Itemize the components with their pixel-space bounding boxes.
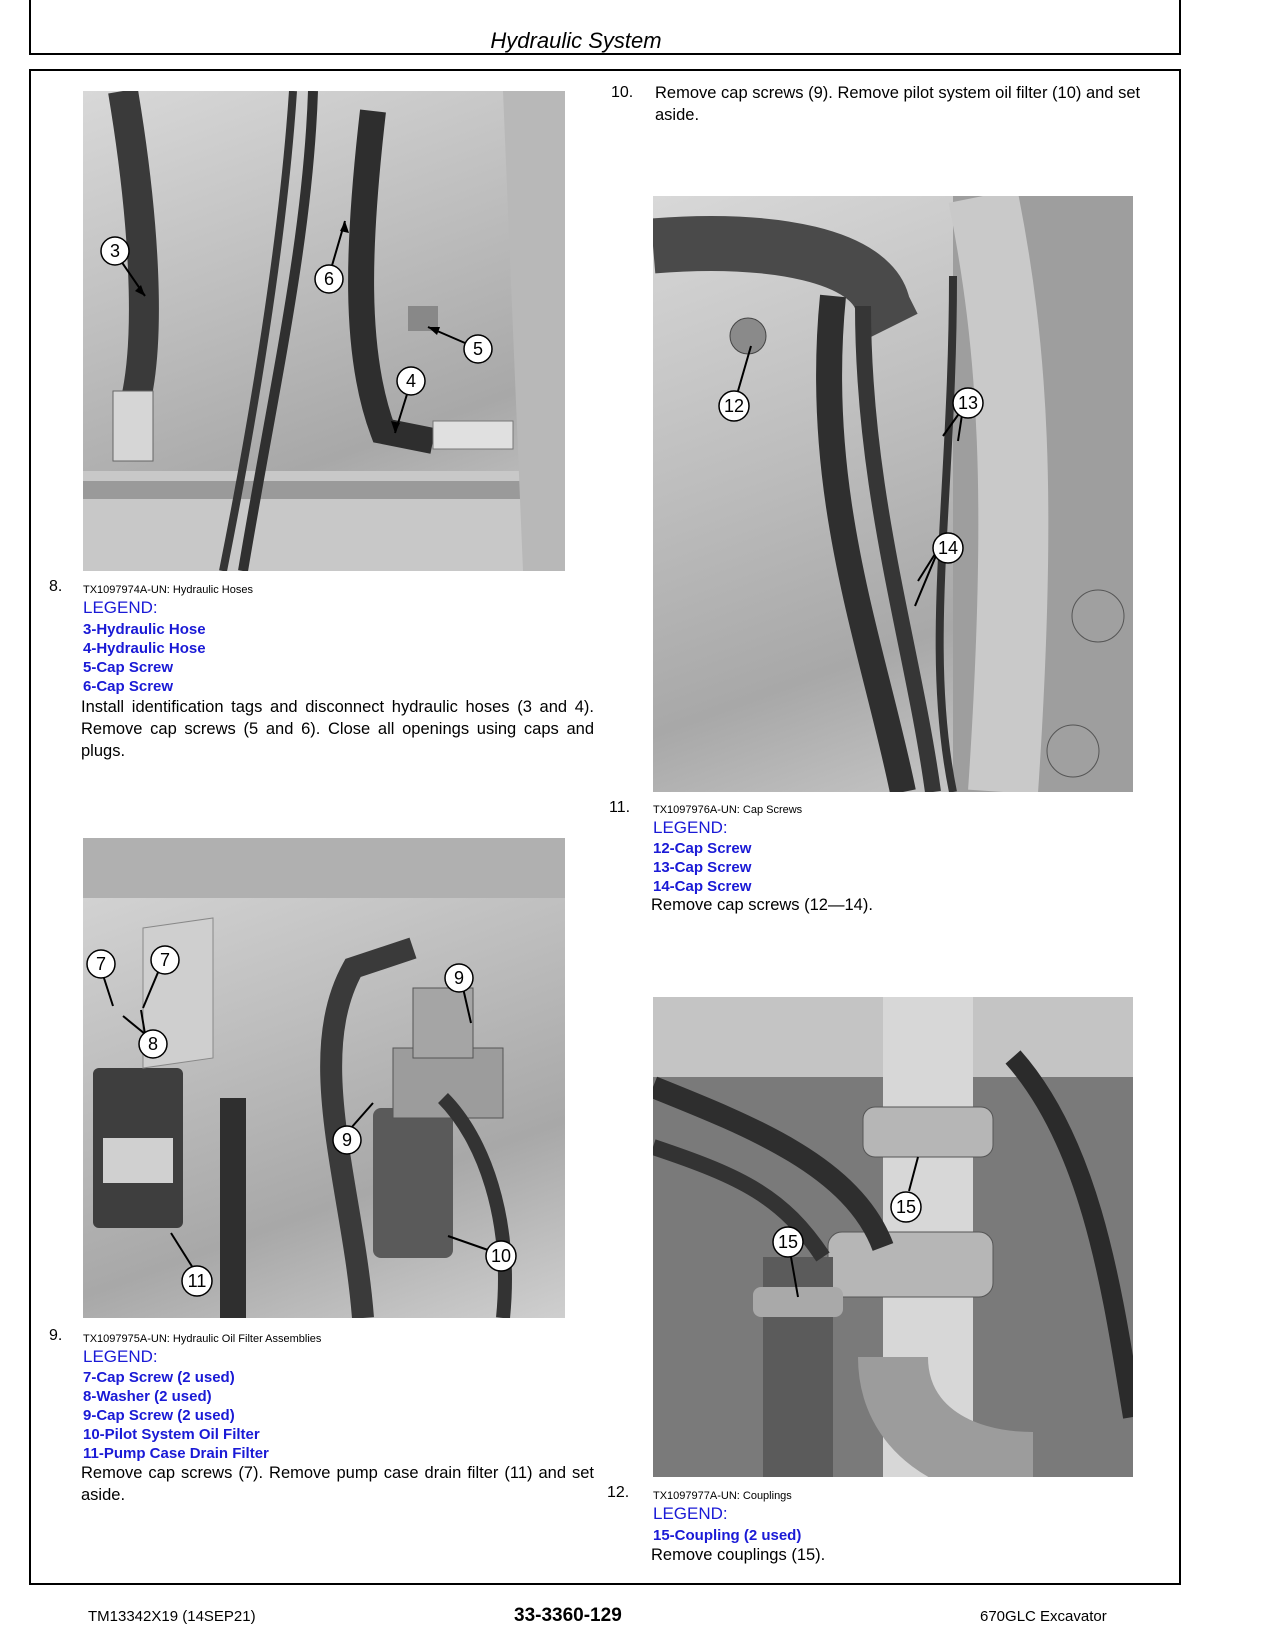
- svg-text:4: 4: [405, 371, 417, 391]
- callout-7: [87, 950, 115, 1006]
- hydraulic-hoses-callouts: [83, 91, 565, 571]
- couplings-callouts: [653, 997, 1133, 1477]
- legend-title: LEGEND:: [83, 598, 158, 617]
- step-number: 11.: [609, 799, 631, 816]
- svg-text:15: 15: [895, 1197, 917, 1217]
- step-instruction: Remove couplings (15).: [651, 1546, 826, 1564]
- callout-14: [915, 533, 963, 606]
- step-number: 10.: [611, 84, 634, 101]
- legend-title: LEGEND:: [83, 1347, 158, 1366]
- legend-item: 12-Cap Screw: [653, 840, 752, 857]
- legend-item: 13-Cap Screw: [653, 859, 752, 876]
- step-instruction: Remove cap screws (7). Remove pump case drain filter (11) and set aside.: [81, 1464, 594, 1504]
- step-number: 9.: [49, 1327, 63, 1344]
- step-instruction: Remove cap screws (12—14).: [651, 896, 873, 914]
- callout-6: [315, 221, 349, 293]
- callout-7: [143, 946, 179, 1008]
- callout-15: [773, 1227, 803, 1297]
- figure-caption: TX1097976A-UN: Cap Screws: [653, 804, 803, 816]
- legend-list: [653, 1526, 801, 1545]
- callout-9: [333, 1103, 373, 1154]
- step-instruction: Install identification tags and disconnect hydraulic hoses (3 and 4). Remove cap screws (5 and 6). Close all openings using caps and plugs.: [81, 698, 594, 760]
- legend-list: [653, 839, 751, 896]
- cap-screws-callouts: [653, 196, 1133, 792]
- legend-title: LEGEND:: [653, 1504, 728, 1523]
- step-number: 12.: [607, 1484, 630, 1501]
- legend-list: [83, 620, 206, 696]
- callout-4: [391, 367, 425, 433]
- footer-page-number: 33-3360-129: [514, 1605, 622, 1626]
- legend-item: 15-Coupling (2 used): [653, 1527, 802, 1544]
- legend-item: 11-Pump Case Drain Filter: [83, 1445, 269, 1462]
- callout-11: [171, 1233, 212, 1296]
- callout-10: [448, 1236, 516, 1271]
- legend-item: 7-Cap Screw (2 used): [83, 1369, 235, 1386]
- legend-item: 6-Cap Screw: [83, 678, 174, 695]
- legend-item: 14-Cap Screw: [653, 878, 752, 895]
- svg-text:15: 15: [777, 1232, 799, 1252]
- oil-filter-callouts: [83, 838, 565, 1318]
- callout-9: [445, 964, 473, 1023]
- svg-text:10: 10: [490, 1246, 512, 1266]
- svg-text:11: 11: [187, 1271, 207, 1291]
- legend-list: [83, 1368, 269, 1463]
- step-instruction: Remove cap screws (9). Remove pilot system oil filter (10) and set aside.: [655, 84, 1141, 124]
- figure-caption: TX1097977A-UN: Couplings: [653, 1490, 792, 1502]
- legend-item: 5-Cap Screw: [83, 659, 174, 676]
- figure-caption: TX1097974A-UN: Hydraulic Hoses: [83, 584, 253, 596]
- figure-caption: TX1097975A-UN: Hydraulic Oil Filter Assemblies: [83, 1333, 322, 1345]
- callout-15: [891, 1157, 921, 1222]
- svg-text:9: 9: [341, 1130, 353, 1150]
- svg-text:7: 7: [95, 954, 107, 974]
- legend-item: 8-Washer (2 used): [83, 1388, 212, 1405]
- page-title: Hydraulic System: [490, 28, 662, 53]
- footer-document-id: TM13342X19 (14SEP21): [88, 1608, 256, 1625]
- callout-13: [943, 388, 983, 441]
- svg-text:12: 12: [723, 396, 745, 416]
- legend-item: 4-Hydraulic Hose: [83, 640, 206, 657]
- callout-5: [428, 327, 492, 363]
- svg-text:3: 3: [109, 241, 121, 261]
- svg-text:5: 5: [472, 339, 484, 359]
- legend-title: LEGEND:: [653, 818, 728, 837]
- svg-text:9: 9: [453, 968, 465, 988]
- legend-item: 10-Pilot System Oil Filter: [83, 1426, 260, 1443]
- step-number: 8.: [49, 578, 63, 595]
- legend-item: 9-Cap Screw (2 used): [83, 1407, 235, 1424]
- callout-12: [719, 346, 751, 421]
- svg-text:8: 8: [147, 1034, 159, 1054]
- callout-3: [101, 237, 145, 296]
- legend-item: 3-Hydraulic Hose: [83, 621, 206, 638]
- svg-text:14: 14: [937, 538, 959, 558]
- svg-text:13: 13: [957, 393, 979, 413]
- svg-text:7: 7: [159, 950, 171, 970]
- svg-text:6: 6: [323, 269, 335, 289]
- footer-machine-model: 670GLC Excavator: [980, 1608, 1107, 1625]
- callout-8: [123, 1010, 167, 1058]
